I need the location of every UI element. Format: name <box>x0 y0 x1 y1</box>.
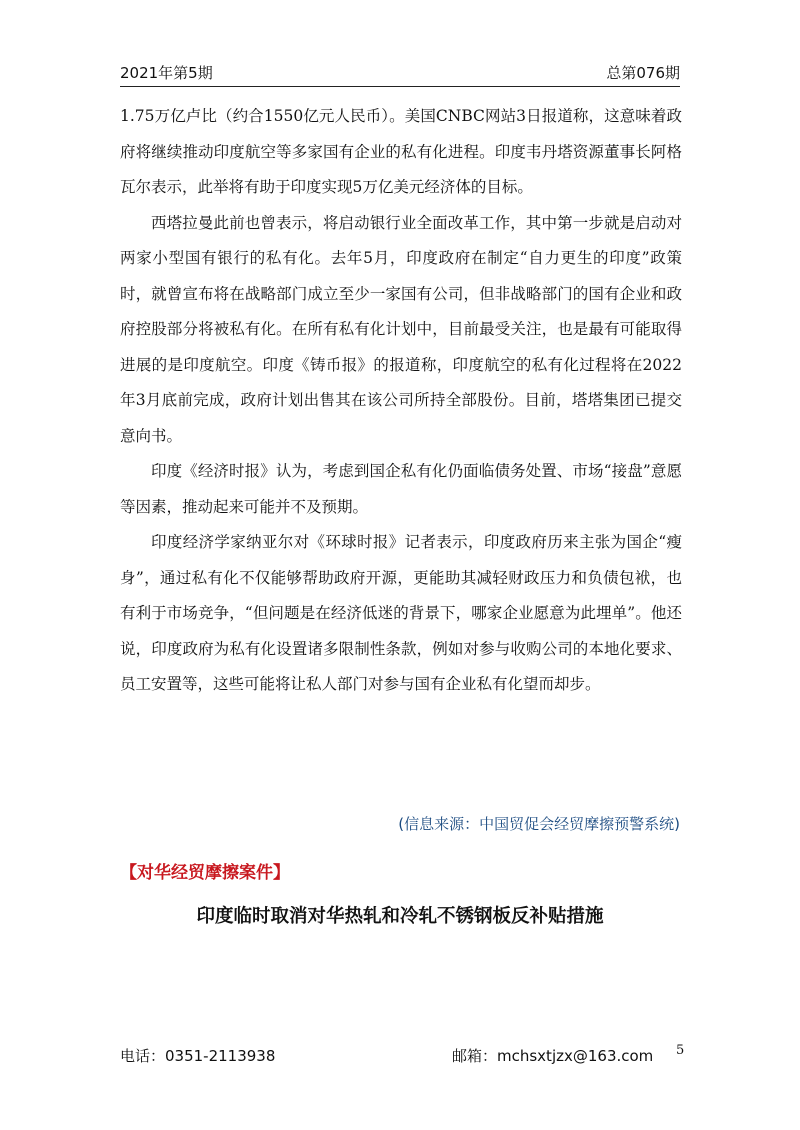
paragraph-4: 印度经济学家纳亚尔对《环球时报》记者表示，印度政府历来主张为国企“瘦身”，通过私有化不仅能够帮助政府开源，更能助其减轻财政压力和负债包袱，也有利于市场竞争，“但问题是在经济低迷的背景下，哪家企业愿意为此埋单”。他还说，印度政府为私有化设置诸多限制性条款，例如对参与收购公司的本地化要求、员工安置等，这些可能将让私人部门对参与国有企业私有化望而却步。 <box>120 533 682 693</box>
article-body <box>120 99 682 703</box>
contact-email: 邮箱：mchsxtjzx@163.com <box>452 1047 654 1065</box>
paragraph-2: 西塔拉曼此前也曾表示，将启动银行业全面改革工作，其中第一步就是启动对两家小型国有银行的私有化。去年5月，印度政府在制定“自力更生的印度”政策时，就曾宣布将在战略部门成立至少一家国有公司，但非战略部门的国有企业和政府控股部分将被私有化。在所有私有化计划中，目前最受关注，也是最有可能取得进展的是印度航空。印度《铸币报》的报道称，印度航空的私有化过程将在2022年3月底前完成，政府计划出售其在该公司所持全部股份。目前，塔塔集团已提交意向书。 <box>120 213 682 445</box>
header-divider <box>120 86 680 87</box>
info-source: (信息来源：中国贸促会经贸摩擦预警系统) <box>398 815 680 833</box>
issue-number: 2021年第5期 <box>120 64 213 82</box>
total-issue-number: 总第076期 <box>606 64 680 82</box>
paragraph-1: 1.75万亿卢比（约合1550亿元人民币）。美国CNBC网站3日报道称，这意味着政府将继续推动印度航空等多家国有企业的私有化进程。印度韦丹塔资源董事长阿格瓦尔表示，此举将有助于印度实现5万亿美元经济体的目标。 <box>120 107 682 196</box>
section-heading: 【对华经贸摩擦案件】 <box>120 863 290 883</box>
page-number: 5 <box>676 1043 685 1058</box>
article-title: 印度临时取消对华热轧和冷轧不锈钢板反补贴措施 <box>196 906 604 927</box>
contact-phone: 电话：0351-2113938 <box>120 1047 276 1065</box>
page-footer <box>120 1043 690 1069</box>
paragraph-3: 印度《经济时报》认为，考虑到国企私有化仍面临债务处置、市场“接盘”意愿等因素，推动起来可能并不及预期。 <box>120 462 682 516</box>
page-header <box>120 58 680 86</box>
